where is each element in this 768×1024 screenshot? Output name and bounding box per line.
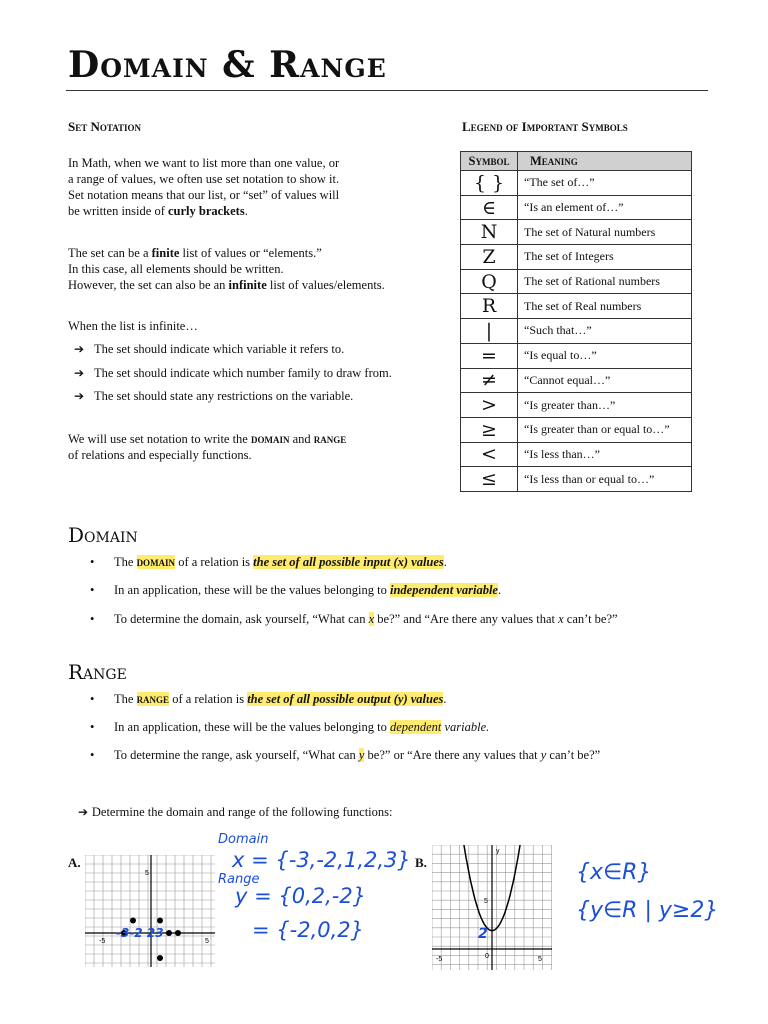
legend-table xyxy=(460,151,692,492)
col-symbol: Symbol xyxy=(461,152,518,171)
meaning-cell: The set of Real numbers xyxy=(518,294,692,319)
graph-b-tick-5x: 5 xyxy=(538,956,542,963)
hw-range-word: Range xyxy=(218,872,260,887)
symbol-cell: < xyxy=(461,442,518,467)
symbol-cell: ≤ xyxy=(461,467,518,492)
table-row xyxy=(461,245,692,270)
page-title: Domain & Range xyxy=(68,44,387,86)
hw-domain-set: x = {-3,-2,1,2,3} xyxy=(232,848,411,872)
list-item: • In an application, these will be the values belonging to dependent variable. xyxy=(90,720,490,734)
symbol-cell: > xyxy=(461,393,518,418)
graph-b-y-label: y xyxy=(496,848,500,855)
symbol-cell: { } xyxy=(461,171,518,196)
list-item: • The range of a relation is the set of all possible output (y) values. xyxy=(90,692,447,706)
hw-b-vertex: 2 xyxy=(478,926,488,942)
text-line: be written inside of curly brackets. xyxy=(68,204,248,218)
graph-a-point xyxy=(157,955,163,961)
symbol-cell: = xyxy=(461,343,518,368)
meaning-cell: The set of Rational numbers xyxy=(518,269,692,294)
meaning-cell: “Is an element of…” xyxy=(518,195,692,220)
text-line: Set notation means that our list, or “set” of values will xyxy=(68,188,340,202)
graph-a-point xyxy=(166,930,172,936)
domain-heading: Domain xyxy=(68,523,138,547)
symbol-cell: R xyxy=(461,294,518,319)
meaning-cell: “Is less than…” xyxy=(518,442,692,467)
text-line: In this case, all elements should be written. xyxy=(68,262,284,276)
graph-a-point xyxy=(175,930,181,936)
table-row xyxy=(461,319,692,344)
set-notation-para1 xyxy=(68,155,448,219)
graph-a-point xyxy=(157,918,163,924)
table-row xyxy=(461,171,692,196)
meaning-cell: “Is greater than or equal to…” xyxy=(518,417,692,442)
graph-a-grid xyxy=(85,855,215,967)
meaning-cell: “Cannot equal…” xyxy=(518,368,692,393)
set-notation-para2 xyxy=(68,245,448,293)
table-row xyxy=(461,417,692,442)
graph-a-tick-neg5: -5 xyxy=(99,938,106,945)
list-item: • To determine the domain, ask yourself, “What can x be?” and “Are there any values that x can’t be?” xyxy=(90,612,618,626)
hw-range-set2: = {-2,0,2} xyxy=(252,918,365,942)
meaning-cell: “The set of…” xyxy=(518,171,692,196)
table-row xyxy=(461,220,692,245)
range-heading: Range xyxy=(68,660,127,684)
exercise-prompt: ➔ Determine the domain and range of the following functions: xyxy=(78,805,393,819)
arrow-right-icon: ➔ xyxy=(74,389,85,403)
set-notation-heading: Set Notation xyxy=(68,119,142,134)
graph-a xyxy=(85,855,215,967)
bullet-item: ➔ The set should indicate which variable it refers to. xyxy=(74,342,345,356)
arrow-right-icon: ➔ xyxy=(74,366,85,380)
meaning-cell: “Such that…” xyxy=(518,319,692,344)
text-line: However, the set can also be an infinite list of values/elements. xyxy=(68,278,385,292)
symbol-cell: N xyxy=(461,220,518,245)
bullet-item: ➔ The set should indicate which number family to draw from. xyxy=(74,366,392,380)
symbol-cell: ≥ xyxy=(461,417,518,442)
graph-a-tick-5x: 5 xyxy=(205,938,209,945)
bullet-item: ➔ The set should state any restrictions on the variable. xyxy=(74,389,354,403)
table-row xyxy=(461,269,692,294)
table-row xyxy=(461,343,692,368)
label-b: B. xyxy=(415,855,427,870)
graph-b-tick-neg5: -5 xyxy=(436,956,443,963)
table-row xyxy=(461,368,692,393)
infinite-intro: When the list is infinite… xyxy=(68,319,198,333)
symbol-cell: Z xyxy=(461,245,518,270)
list-item: • The domain of a relation is the set of all possible input (x) values. xyxy=(90,555,447,569)
text-line: a range of values, we often use set notation to show it. xyxy=(68,172,340,186)
label-a: A. xyxy=(68,855,81,870)
graph-b-tick-5y: 5 xyxy=(484,898,488,905)
legend-heading: Legend of Important Symbols xyxy=(462,119,628,134)
symbol-cell: | xyxy=(461,319,518,344)
meaning-cell: The set of Integers xyxy=(518,245,692,270)
graph-b xyxy=(432,845,552,970)
table-row xyxy=(461,393,692,418)
graph-a-tick-5: 5 xyxy=(145,870,149,877)
text-line: In Math, when we want to list more than one value, or xyxy=(68,156,340,170)
arrow-right-icon: ➔ xyxy=(74,342,85,356)
hw-range-set1: y = {0,2,-2} xyxy=(235,884,367,908)
symbol-cell: ≠ xyxy=(461,368,518,393)
legend-header-row xyxy=(461,152,692,171)
list-item: • In an application, these will be the values belonging to independent variable. xyxy=(90,583,502,597)
meaning-cell: “Is equal to…” xyxy=(518,343,692,368)
table-row xyxy=(461,467,692,492)
meaning-cell: The set of Natural numbers xyxy=(518,220,692,245)
text-line: We will use set notation to write the domain and range xyxy=(68,432,347,446)
table-row xyxy=(461,294,692,319)
list-item: • To determine the range, ask yourself, “What can y be?” or “Are there any values that y can’t be?” xyxy=(90,748,601,762)
table-row xyxy=(461,195,692,220)
title-rule xyxy=(66,90,708,91)
hw-domain-word: Domain xyxy=(218,832,269,847)
table-row xyxy=(461,442,692,467)
arrow-right-icon: ➔ xyxy=(78,805,92,819)
text-line: The set can be a finite list of values or “elements.” xyxy=(68,246,322,260)
col-meaning: Meaning xyxy=(518,152,692,171)
meaning-cell: “Is greater than…” xyxy=(518,393,692,418)
hw-b-domain: {x∈R} xyxy=(576,860,652,885)
meaning-cell: “Is less than or equal to…” xyxy=(518,467,692,492)
symbol-cell: ∈ xyxy=(461,195,518,220)
hw-a-xlabels: -3-2 23 xyxy=(116,926,164,940)
graph-b-tick-0: 0 xyxy=(485,953,489,960)
symbol-cell: Q xyxy=(461,269,518,294)
set-notation-para4 xyxy=(68,431,448,463)
hw-b-range: {y∈R | y≥2} xyxy=(576,898,719,923)
graph-a-point xyxy=(130,918,136,924)
text-line: of relations and especially functions. xyxy=(68,448,252,462)
